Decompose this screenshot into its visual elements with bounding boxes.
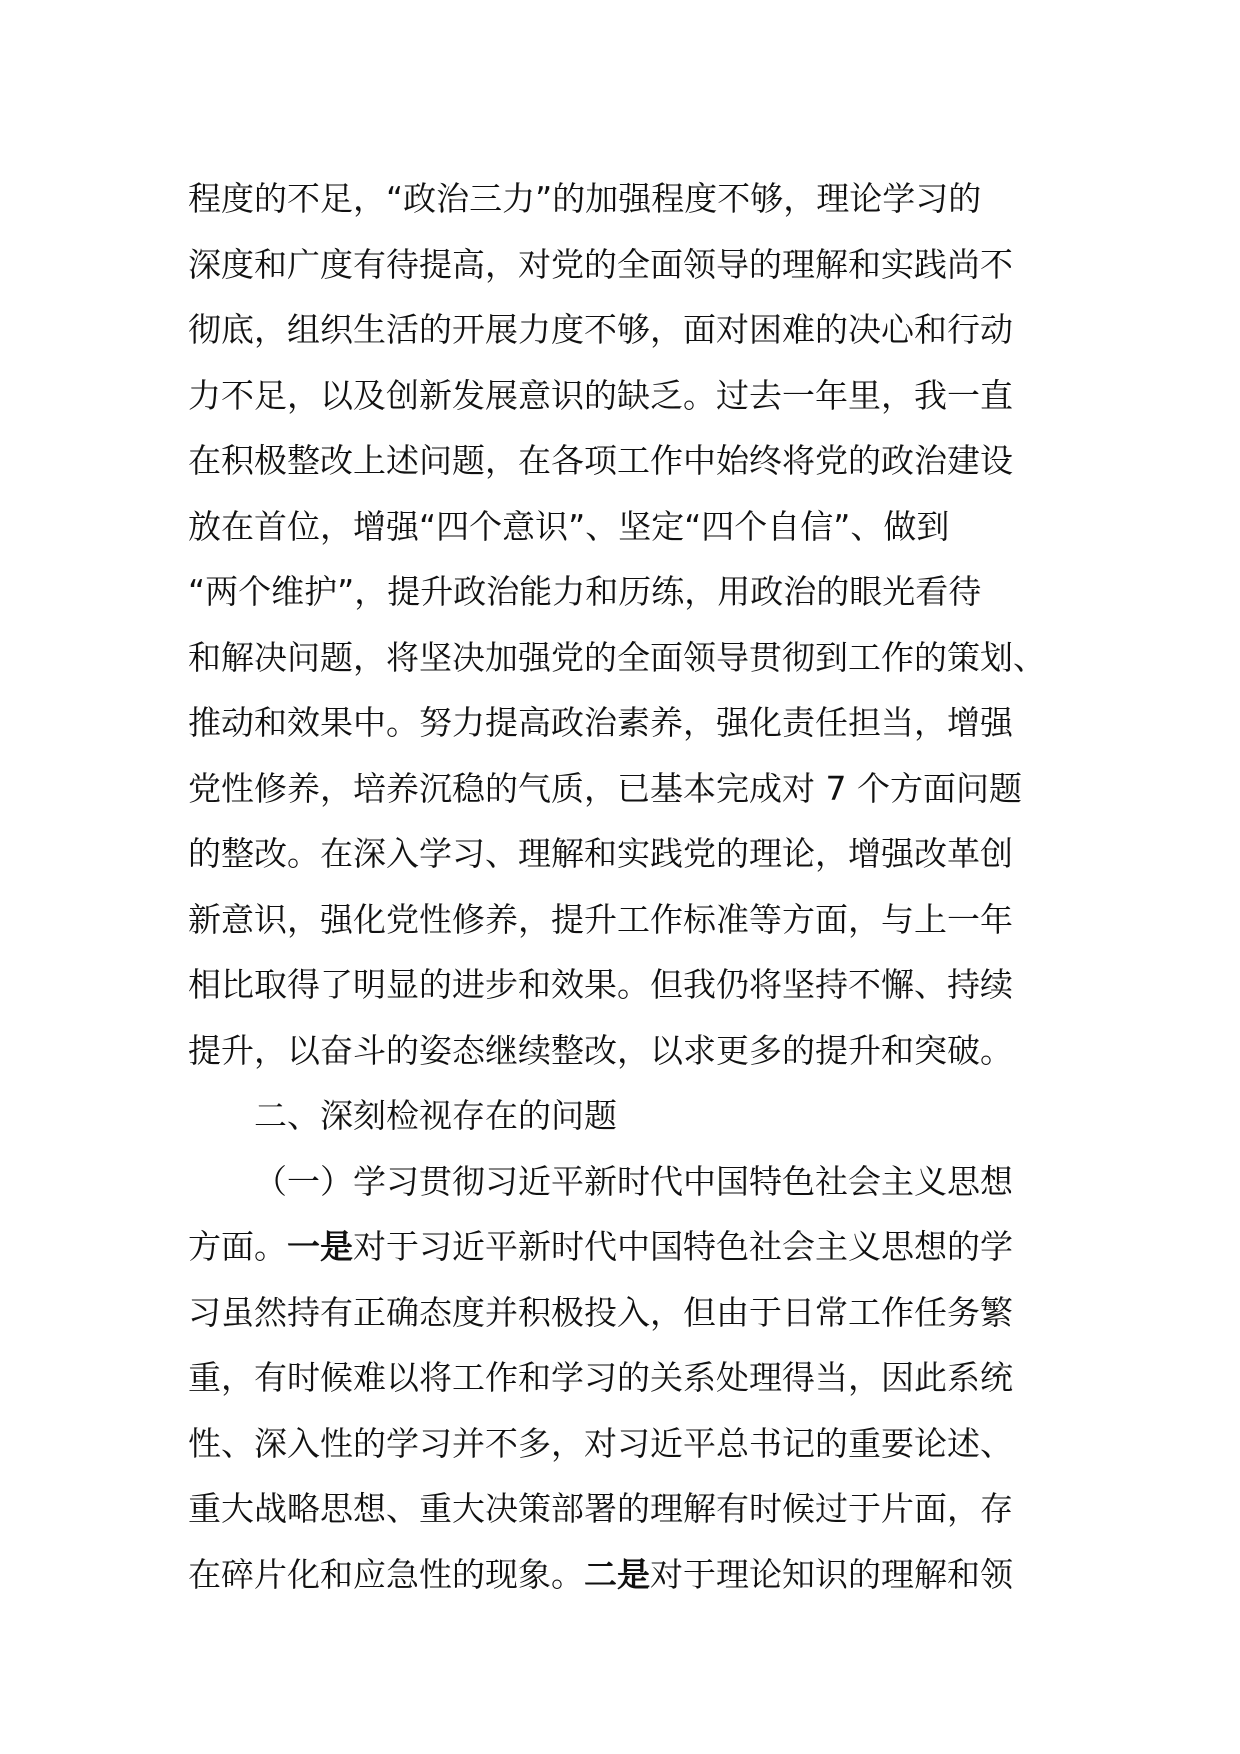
paragraph-line: 和解决问题，将坚决加强党的全面领导贯彻到工作的策划、 <box>188 637 1046 677</box>
paragraph-line: 相比取得了明显的进步和效果。但我仍将坚持不懈、持续 <box>188 965 1013 1004</box>
paragraph-line: 习虽然持有正确态度并积极投入，但由于日常工作任务繁 <box>188 1292 1013 1332</box>
paragraph-line: 新意识，强化党性修养，提升工作标准等方面，与上一年 <box>188 899 1013 939</box>
paragraph-line <box>188 1542 1068 1608</box>
line-text: 在碎片化和应急性的现象。 <box>188 1554 584 1594</box>
paragraph-line: 提升，以奋斗的姿态继续整改，以求更多的提升和突破。 <box>188 1030 1013 1070</box>
paragraph-line: 党性修养，培养沉稳的气质，已基本完成对 7 个方面问题 <box>188 768 1022 808</box>
paragraph-line: 程度的不足，“政治三力”的加强程度不够，理论学习的 <box>188 179 982 218</box>
paragraph-line: 重，有时候难以将工作和学习的关系处理得当，因此系统 <box>188 1358 1013 1397</box>
line-text: 方面。 <box>188 1227 287 1266</box>
document-body <box>188 166 1068 1607</box>
subsection-heading: （一）学习贯彻习近平新时代中国特色社会主义思想 <box>254 1161 1013 1201</box>
bold-marker: 二是 <box>584 1554 650 1594</box>
paragraph-line: 彻底，组织生活的开展力度不够，面对困难的决心和行动 <box>188 310 1013 349</box>
line-text: 对于理论知识的理解和领 <box>650 1554 1013 1594</box>
paragraph-line: 深度和广度有待提高，对党的全面领导的理解和实践尚不 <box>188 244 1013 284</box>
paragraph-line: 的整改。在深入学习、理解和实践党的理论，增强改革创 <box>188 834 1013 873</box>
paragraph-line <box>188 1214 1068 1280</box>
paragraph-line: 放在首位，增强“四个意识”、坚定“四个自信”、做到 <box>188 506 950 546</box>
line-text: 对于习近平新时代中国特色社会主义思想的学 <box>353 1227 1013 1266</box>
paragraph-line: 推动和效果中。努力提高政治素养，强化责任担当，增强 <box>188 703 1013 742</box>
paragraph-line: 力不足，以及创新发展意识的缺乏。过去一年里，我一直 <box>188 375 1013 415</box>
paragraph-line: 性、深入性的学习并不多，对习近平总书记的重要论述、 <box>188 1423 1013 1463</box>
section-heading: 二、深刻检视存在的问题 <box>254 1096 617 1135</box>
paragraph-line: 在积极整改上述问题，在各项工作中始终将党的政治建设 <box>188 441 1013 480</box>
bold-marker: 一是 <box>287 1227 353 1266</box>
paragraph-line: “两个维护”，提升政治能力和历练，用政治的眼光看待 <box>188 572 982 611</box>
paragraph-line: 重大战略思想、重大决策部署的理解有时候过于片面，存 <box>188 1489 1013 1528</box>
